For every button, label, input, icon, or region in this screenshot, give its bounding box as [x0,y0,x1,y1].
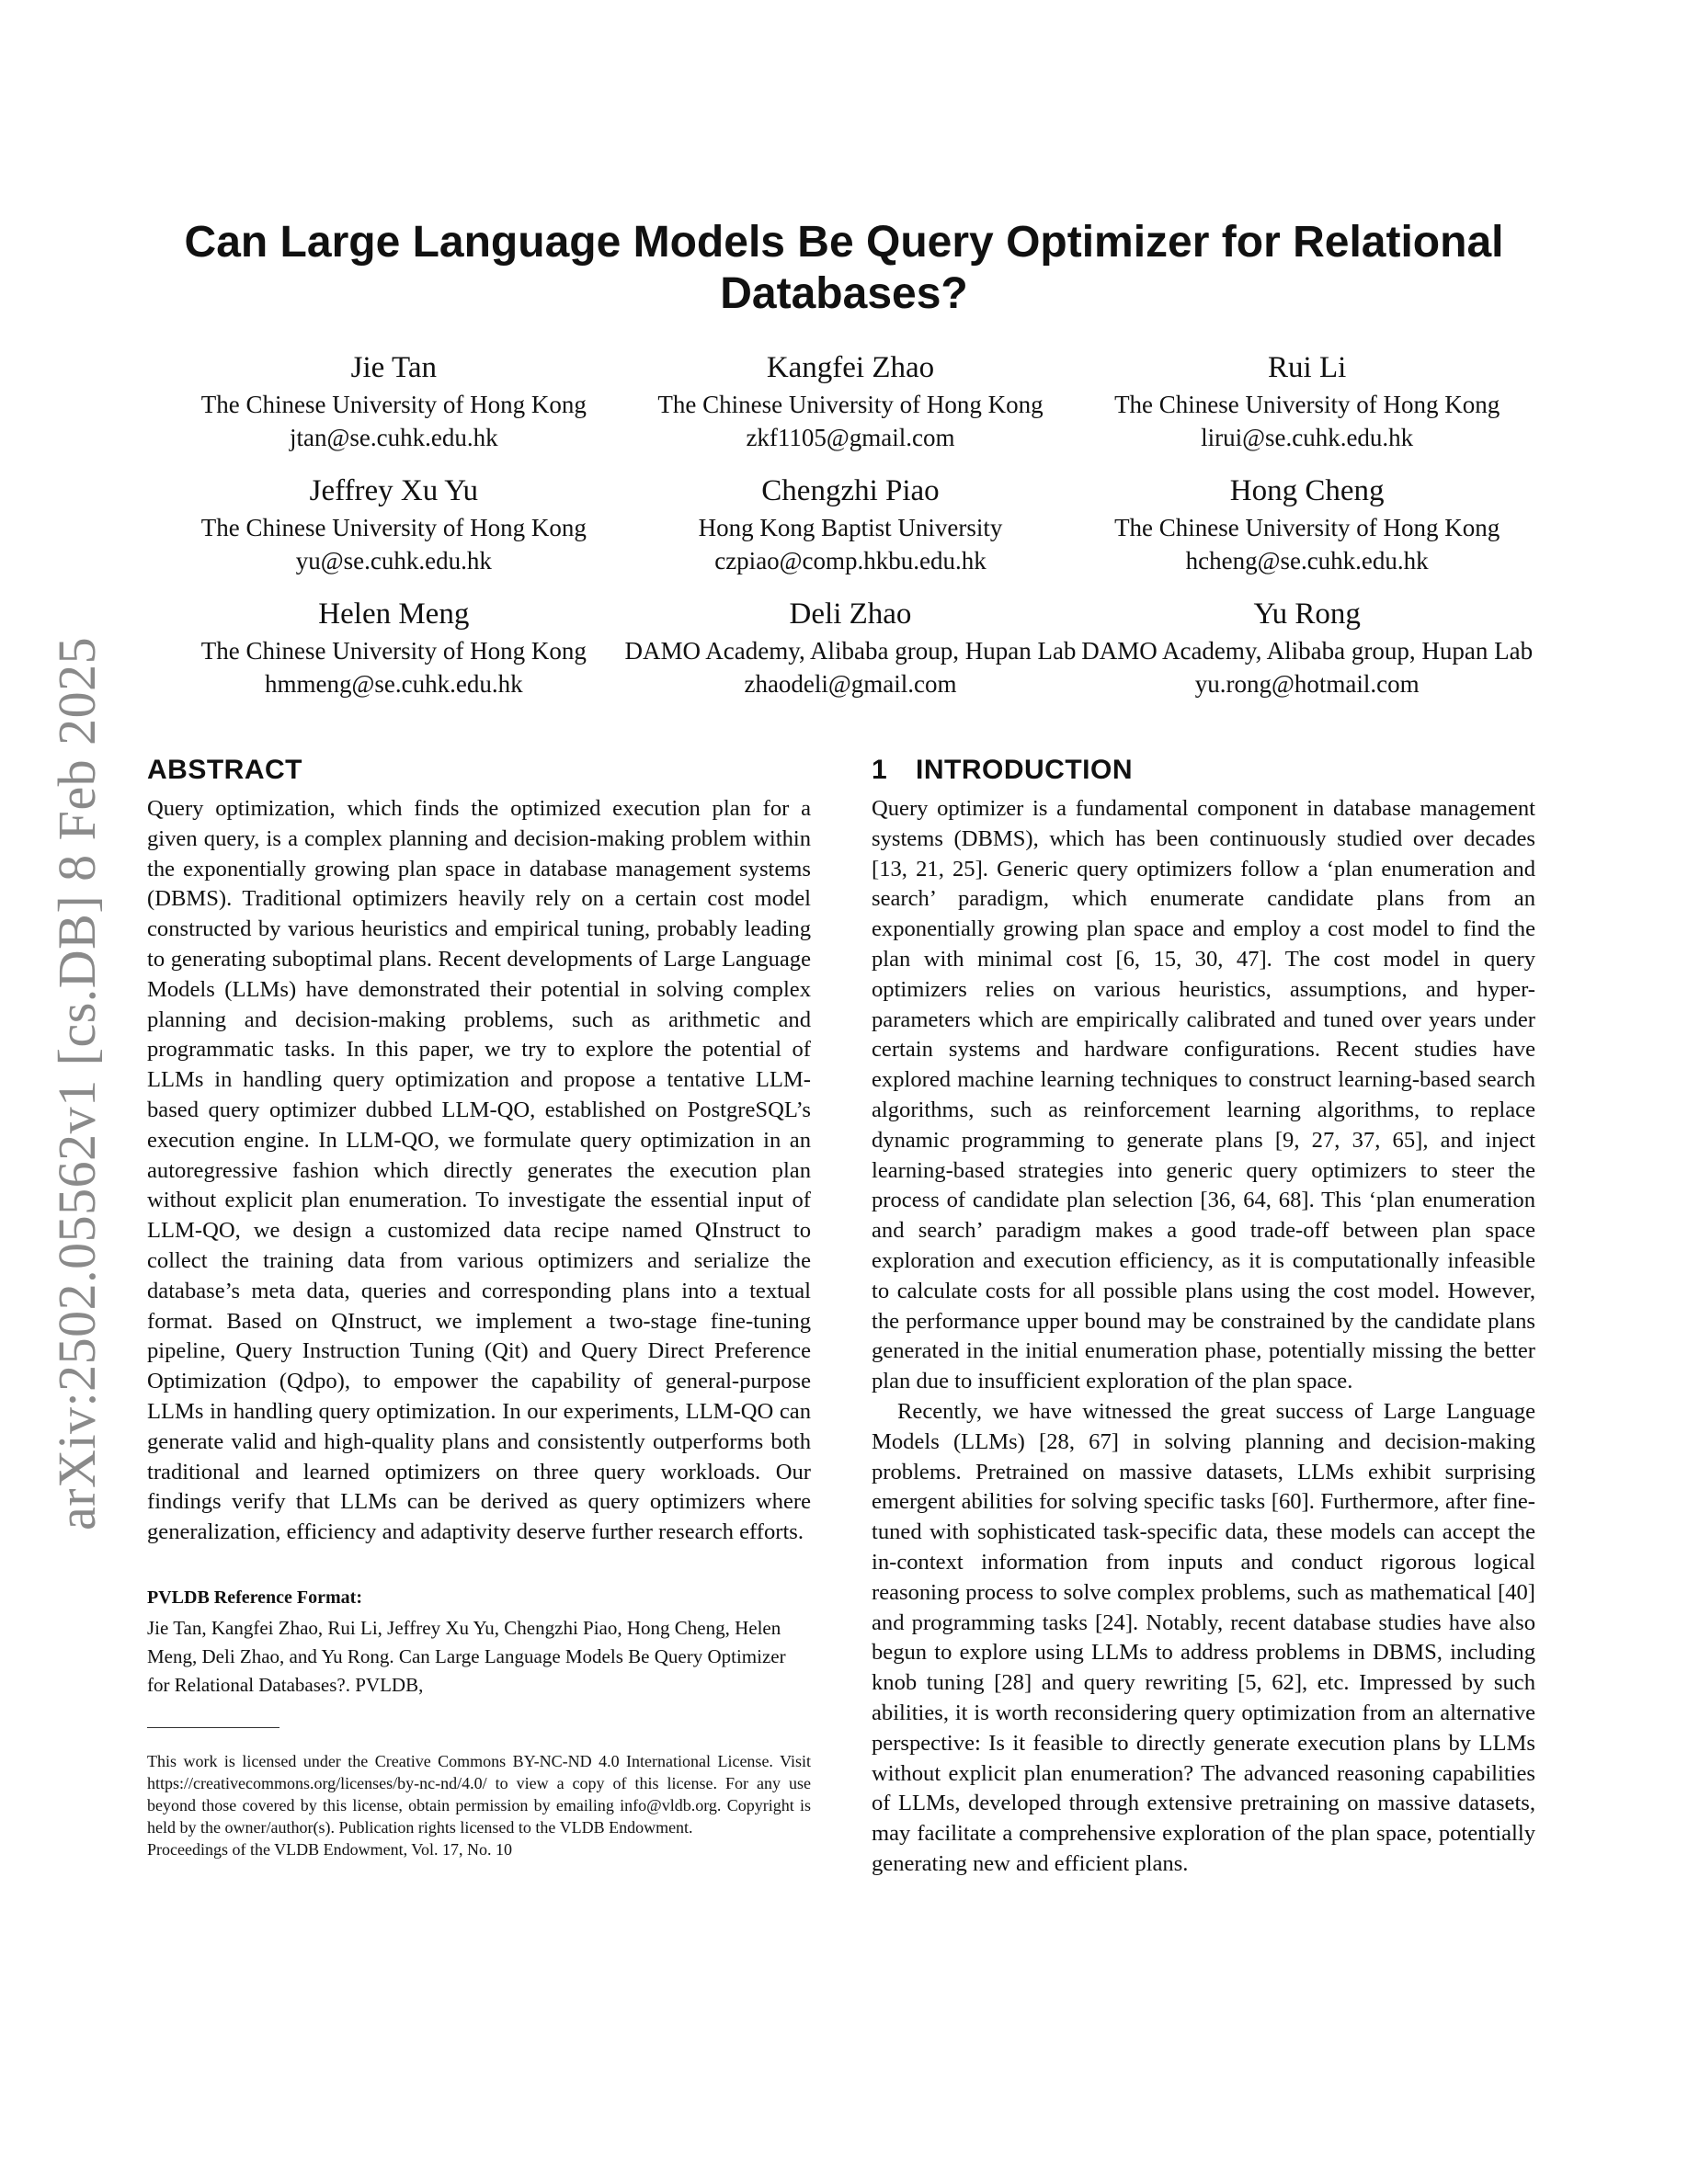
left-column [147,752,811,1860]
intro-paragraph: Recently, we have witnessed the great success of Large Language Models (LLMs) [28, 67] in solving planning and decision-making problems. Pretrained on massive datasets, LLMs exhibit surprising emergent abilities for solving specific tasks [60]. Furthermore, after fine-tuned with sophisticated task-specific data, these models can accept the in-context information from inputs and conduct rigorous logical reasoning process to solve complex problems, such as mathematical [40] and programming tasks [24]. Notably, recent database studies have also begun to explore using LLMs to address problems in DBMS, including knob tuning [28] and query rewriting [5, 62], etc. Impressed by such abilities, it is worth reconsidering query optimization from an alternative perspective: Is it feasible to directly generate execution plans by LLMs without explicit plan enumeration? The advanced reasoning capabilities of LLMs, developed through extensive pretraining on massive datasets, may facilitate a comprehensive exploration of the plan space, potentially generating new and efficient plans. [872,1398,1535,1876]
author-name: Helen Meng [318,597,470,631]
author-email: zhaodeli@gmail.com [744,670,957,698]
author-name: Deli Zhao [789,597,912,631]
author-name: Jeffrey Xu Yu [309,474,478,507]
author-affiliation: Hong Kong Baptist University [698,514,1003,541]
author-name: Yu Rong [1253,597,1361,631]
author-email: jtan@se.cuhk.edu.hk [290,424,498,451]
author-card [165,594,622,700]
introduction-heading [872,752,1535,789]
author-card [165,347,622,454]
right-column [872,752,1535,1880]
author-affiliation: The Chinese University of Hong Kong [200,514,587,541]
section-number: 1 [872,755,888,785]
author-block [165,347,1535,700]
author-affiliation: DAMO Academy, Alibaba group, Hupan Lab [624,637,1077,665]
footnote-divider [147,1727,279,1728]
reference-format-text: Jie Tan, Kangfei Zhao, Rui Li, Jeffrey Xu Yu, Chengzhi Piao, Hong Cheng, Helen Meng, Deli Zhao, and Yu Rong. Can Large Language Models Be Query Optimizer for Relational Databases?. PVLDB, [147,1616,786,1696]
author-affiliation: The Chinese University of Hong Kong [200,637,587,665]
author-card [622,594,1079,700]
author-email: zkf1105@gmail.com [746,424,955,451]
author-affiliation: The Chinese University of Hong Kong [1114,391,1500,418]
author-name: Kangfei Zhao [766,351,935,384]
author-card [1078,471,1535,577]
intro-paragraph: Query optimizer is a fundamental component in database management systems (DBMS), which has been continuously studied over decades [13, 21, 25]. Generic query optimizers follow a ‘plan enumeration and search’ paradigm, which enumerate candidate plans from an exponentially growing plan space and employ a cost model to find the plan with minimal cost [6, 15, 30, 47]. The cost model in query optimizers relies on various heuristics, assumptions, and hyper-parameters which are empirically calibrated and tuned over years under certain systems and hardware configurations. Recent studies have explored machine learning techniques to construct learning-based search algorithms, such as reinforcement learning algorithms, to replace dynamic programming to generate plans [9, 27, 37, 65], and inject learning-based strategies into generic query optimizers to steer the process of candidate plan selection [36, 64, 68]. This ‘plan enumeration and search’ paradigm makes a good trade-off between plan space exploration and execution efficiency, as it is computationally infeasible to calculate costs for all possible plans using the cost model. However, the performance upper bound may be constrained by the candidate plans generated in the initial enumeration phase, potentially missing the better plan due to insufficient exploration of the plan space. [872,796,1535,1394]
section-title: INTRODUCTION [916,755,1133,785]
author-card [1078,594,1535,700]
author-email: hmmeng@se.cuhk.edu.hk [265,670,523,698]
author-name: Hong Cheng [1229,474,1385,507]
author-email: lirui@se.cuhk.edu.hk [1201,424,1414,451]
author-card [622,471,1079,577]
author-affiliation: DAMO Academy, Alibaba group, Hupan Lab [1081,637,1534,665]
author-name: Rui Li [1268,351,1347,384]
author-affiliation: The Chinese University of Hong Kong [1114,514,1500,541]
author-name: Chengzhi Piao [761,474,940,507]
paper-title: Can Large Language Models Be Query Optimizer for Relational Databases? [184,218,1504,318]
arxiv-side-stamp: arXiv:2502.05562v1 [cs.DB] 8 Feb 2025 [47,636,107,1530]
author-email: yu@se.cuhk.edu.hk [295,547,492,574]
author-name: Jie Tan [350,351,437,384]
abstract-heading: ABSTRACT [147,755,302,785]
author-card [622,347,1079,454]
author-affiliation: The Chinese University of Hong Kong [200,391,587,418]
author-affiliation: The Chinese University of Hong Kong [657,391,1044,418]
proceedings-line: Proceedings of the VLDB Endowment, Vol. 17, No. 10 [147,1839,512,1859]
author-email: czpiao@comp.hkbu.edu.hk [714,547,987,574]
author-email: hcheng@se.cuhk.edu.hk [1185,547,1429,574]
abstract-text: Query optimization, which finds the optimized execution plan for a given query, is a complex planning and decision-making problem within the exponentially growing plan space in database management systems (DBMS). Traditional optimizers heavily rely on a certain cost model constructed by various heuristics and empirical tuning, probably leading to generating suboptimal plans. Recent developments of Large Language Models (LLMs) have demonstrated their potential in solving complex planning and decision-making problems, such as arithmetic and programmatic tasks. In this paper, we try to explore the potential of LLMs in handling query optimization and propose a tentative LLM-based query optimizer dubbed LLM-QO, established on PostgreSQL’s execution engine. In LLM-QO, we formulate query optimization in an autoregressive fashion which directly generates the execution plan without explicit plan enumeration. To investigate the essential input of LLM-QO, we design a customized data recipe named QInstruct to collect the training data from various optimizers and serialize the database’s meta data, queries and corresponding plans into a textual format. Based on QInstruct, we implement a two-stage fine-tuning pipeline, Query Instruction Tuning (Qit) and Query Direct Preference Optimization (Qdpo), to empower the capability of general-purpose LLMs in handling query optimization. In our experiments, LLM-QO can generate valid and high-quality plans and consistently outperforms both traditional and learned optimizers on three query workloads. Our findings verify that LLMs can be derived as query optimizers where generalization, efficiency and adaptivity deserve further research efforts. [147,796,811,1545]
author-email: yu.rong@hotmail.com [1194,670,1420,698]
license-notice: This work is licensed under the Creative Commons BY-NC-ND 4.0 International License. Visit https://creativecommons.org/licenses/by-nc-nd/4.0/ to view a copy of this license. For any use beyond those covered by this license, obtain permission by emailing info@vldb.org. Copyright is held by the owner/author(s). Publication rights licensed to the VLDB Endowment. [147,1751,811,1837]
reference-format-heading: PVLDB Reference Format: [147,1587,362,1608]
author-card [1078,347,1535,454]
author-card [165,471,622,577]
